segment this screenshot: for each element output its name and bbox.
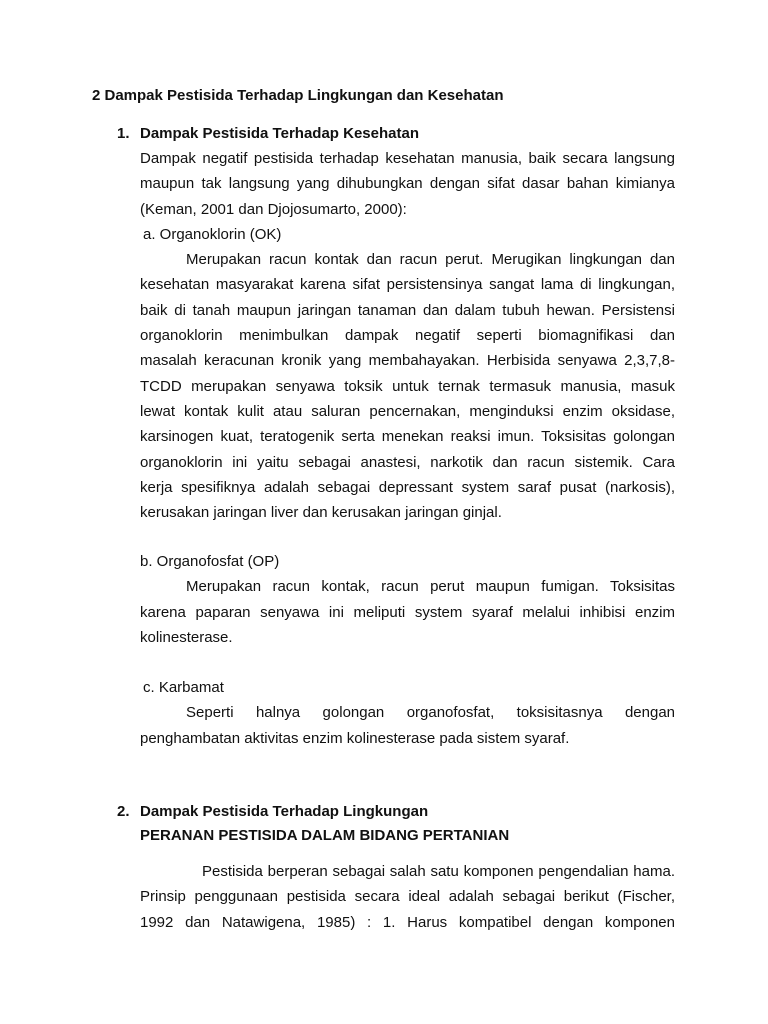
section-2-subheading: PERANAN PESTISIDA DALAM BIDANG PERTANIAN [140, 827, 510, 844]
paragraph-line: kerja spesifiknya adalah sebagai depressant system saraf pusat (narkosis), [140, 478, 675, 496]
paragraph-line: karena paparan senyawa ini meliputi system syaraf melalui inhibisi enzim [140, 603, 675, 621]
section-1-title: Dampak Pestisida Terhadap Kesehatan [140, 125, 419, 142]
paragraph-line: karsinogen kuat, teratogenik serta menekan reaksi imun. Toksisitas golongan [140, 428, 675, 446]
paragraph-line: kolinesterase. [140, 628, 233, 646]
paragraph-line: baik di tanah maupun jaringan tanaman dan dalam tubuh hewan. Persistensi [140, 301, 675, 319]
subsection-b-label: b. Organofosfat (OP) [140, 553, 280, 570]
paragraph-line: kesehatan masyarakat karena sifat persistensinya sangat lama di lingkungan, [140, 276, 675, 294]
paragraph-line: maupun tak langsung yang dihubungkan dengan sifat dasar bahan kimianya [140, 175, 675, 193]
paragraph-line: 1992 dan Natawigena, 1985) : 1. Harus kompatibel dengan komponen [140, 913, 675, 931]
paragraph-line: penghambatan aktivitas enzim kolinesterase pada sistem syaraf. [140, 729, 570, 747]
paragraph-line: masalah keracunan kronik yang membahayakan. Herbisida senyawa 2,3,7,8- [140, 352, 675, 370]
subsection-c-label: c. Karbamat [143, 679, 224, 696]
section-2-title: Dampak Pestisida Terhadap Lingkungan [140, 803, 429, 820]
subsection-c [140, 675, 675, 751]
section-1-intro [140, 146, 675, 525]
section-1-number: 1. [117, 125, 130, 142]
section-2-heading [117, 803, 428, 820]
paragraph-line: (Keman, 2001 dan Djojosumarto, 2000): [140, 200, 407, 218]
section-1-heading [117, 125, 419, 142]
paragraph-line: lewat kontak kulit atau saluran pencernakan, menginduksi enzim oksidase, [140, 402, 675, 420]
paragraph-line: Dampak negatif pestisida terhadap kesehatan manusia, baik secara langsung [140, 150, 675, 167]
paragraph-line: kerusakan jaringan liver dan kerusakan jaringan ginjal. [140, 504, 502, 522]
paragraph-line: organoklorin ini yaitu sebagai anastesi, narkotik dan racun sistemik. Cara [140, 453, 675, 471]
paragraph-line: Merupakan racun kontak dan racun perut. Merugikan lingkungan dan [186, 251, 675, 269]
paragraph-line: Prinsip penggunaan pestisida secara ideal adalah sebagai berikut (Fischer, [140, 888, 675, 906]
section-2-number: 2. [117, 803, 130, 820]
subsection-a-label: a. Organoklorin (OK) [143, 225, 282, 243]
paragraph-line: Seperti halnya golongan organofosfat, toksisitasnya dengan [186, 704, 675, 722]
document-title: 2 Dampak Pestisida Terhadap Lingkungan dan Kesehatan [92, 87, 504, 104]
paragraph-line: Pestisida berperan sebagai salah satu komponen pengendalian hama. [202, 863, 675, 880]
subsection-b [140, 549, 675, 650]
paragraph-line: organoklorin menimbulkan dampak negatif seperti biomagnifikasi dan [140, 327, 675, 345]
paragraph-line: TCDD merupakan senyawa toksik untuk ternak termasuk manusia, masuk [140, 377, 675, 395]
paragraph-line: Merupakan racun kontak, racun perut maupun fumigan. Toksisitas [186, 578, 675, 596]
section-2-body [140, 859, 675, 935]
